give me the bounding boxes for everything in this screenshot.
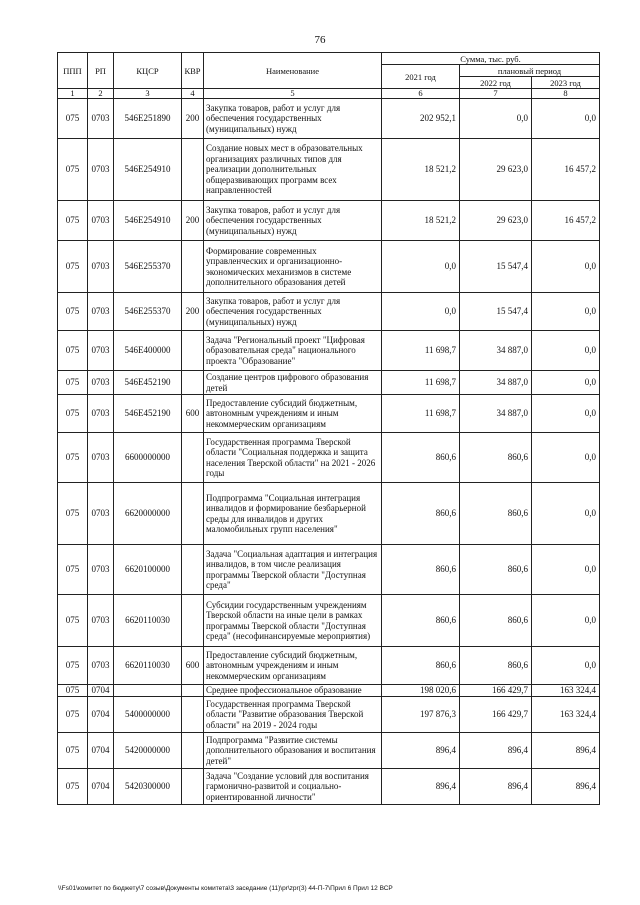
amount-2023-cell: 0,0	[532, 647, 600, 685]
amount-2023-cell: 0,0	[532, 545, 600, 595]
kcsr-cell: 6620000000	[114, 483, 182, 545]
ppp-cell: 075	[58, 371, 88, 395]
header-name: Наименование	[204, 53, 382, 89]
ppp-cell: 075	[58, 595, 88, 647]
name-cell: Подпрограмма "Развитие системы дополнительного образования и воспитания детей"	[204, 733, 382, 769]
column-index: 3	[114, 89, 182, 99]
ppp-cell: 075	[58, 545, 88, 595]
rp-cell: 0703	[88, 139, 114, 201]
table-row	[58, 201, 600, 241]
ppp-cell: 075	[58, 99, 88, 139]
table-row	[58, 595, 600, 647]
kvr-cell	[182, 545, 204, 595]
table-row	[58, 395, 600, 433]
header-kcsr: КЦСР	[114, 53, 182, 89]
kcsr-cell: 546E254910	[114, 139, 182, 201]
kcsr-cell: 5400000000	[114, 697, 182, 733]
header-2022: 2022 год	[460, 77, 532, 89]
amount-2022-cell: 0,0	[460, 99, 532, 139]
column-index: 4	[182, 89, 204, 99]
ppp-cell: 075	[58, 769, 88, 805]
rp-cell: 0703	[88, 241, 114, 293]
amount-2022-cell: 166 429,7	[460, 697, 532, 733]
amount-2022-cell: 860,6	[460, 545, 532, 595]
table-row	[58, 331, 600, 371]
kvr-cell	[182, 733, 204, 769]
header-ppp: ППП	[58, 53, 88, 89]
kcsr-cell: 6620100000	[114, 545, 182, 595]
kcsr-cell: 546E255370	[114, 241, 182, 293]
table-row	[58, 483, 600, 545]
rp-cell: 0704	[88, 733, 114, 769]
kcsr-cell: 6600000000	[114, 433, 182, 483]
amount-2021-cell: 896,4	[382, 733, 460, 769]
ppp-cell: 075	[58, 433, 88, 483]
name-cell: Задача "Региональный проект "Цифровая образовательная среда" национального проекта "Образование"	[204, 331, 382, 371]
page-number: 76	[314, 34, 326, 46]
kvr-cell: 200	[182, 293, 204, 331]
kcsr-cell: 546E254910	[114, 201, 182, 241]
name-cell: Задача "Социальная адаптация и интеграция инвалидов, в том числе реализация программы Тверской области "Доступная среда"	[204, 545, 382, 595]
kvr-cell: 600	[182, 647, 204, 685]
amount-2021-cell: 197 876,3	[382, 697, 460, 733]
amount-2021-cell: 0,0	[382, 241, 460, 293]
kvr-cell	[182, 433, 204, 483]
rp-cell: 0703	[88, 201, 114, 241]
amount-2023-cell: 0,0	[532, 595, 600, 647]
name-cell: Закупка товаров, работ и услуг для обеспечения государственных (муниципальных) нужд	[204, 201, 382, 241]
header-rp: РП	[88, 53, 114, 89]
name-cell: Создание новых мест в образовательных организациях различных типов для реализации дополнительных общеразвивающих программ всех направленностей	[204, 139, 382, 201]
budget-table	[57, 52, 600, 805]
file-path-footer: \\Fs01\комитет по бюджету\7 созыв\Документы комитета\3 заседание (11)\pr\zpr(3) 44-П-7\Прил 6 Прил 12 ВСР	[58, 885, 393, 892]
amount-2021-cell: 860,6	[382, 647, 460, 685]
kcsr-cell: 6620110030	[114, 595, 182, 647]
amount-2023-cell: 16 457,2	[532, 201, 600, 241]
amount-2022-cell: 896,4	[460, 733, 532, 769]
kvr-cell: 200	[182, 99, 204, 139]
amount-2021-cell: 0,0	[382, 293, 460, 331]
kvr-cell	[182, 769, 204, 805]
rp-cell: 0703	[88, 545, 114, 595]
kvr-cell	[182, 139, 204, 201]
ppp-cell: 075	[58, 241, 88, 293]
amount-2023-cell: 0,0	[532, 241, 600, 293]
table-row	[58, 697, 600, 733]
kcsr-cell: 6620110030	[114, 647, 182, 685]
name-cell: Закупка товаров, работ и услуг для обеспечения государственных (муниципальных) нужд	[204, 99, 382, 139]
amount-2023-cell: 896,4	[532, 733, 600, 769]
table-row	[58, 685, 600, 697]
amount-2022-cell: 34 887,0	[460, 331, 532, 371]
header-kvr: КВР	[182, 53, 204, 89]
column-index: 7	[460, 89, 532, 99]
kvr-cell	[182, 595, 204, 647]
column-index: 1	[58, 89, 88, 99]
amount-2021-cell: 860,6	[382, 483, 460, 545]
ppp-cell: 075	[58, 331, 88, 371]
kcsr-cell: 546E452190	[114, 395, 182, 433]
name-cell: Среднее профессиональное образование	[204, 685, 382, 697]
amount-2022-cell: 29 623,0	[460, 139, 532, 201]
rp-cell: 0703	[88, 331, 114, 371]
column-index: 2	[88, 89, 114, 99]
name-cell: Создание центров цифрового образования детей	[204, 371, 382, 395]
kvr-cell	[182, 685, 204, 697]
rp-cell: 0703	[88, 371, 114, 395]
name-cell: Задача "Создание условий для воспитания гармонично-развитой и социально-ориентированной личности"	[204, 769, 382, 805]
amount-2021-cell: 198 020,6	[382, 685, 460, 697]
header-2021: 2021 год	[382, 65, 460, 89]
amount-2023-cell: 0,0	[532, 293, 600, 331]
amount-2022-cell: 896,4	[460, 769, 532, 805]
name-cell: Предоставление субсидий бюджетным, автономным учреждениям и иным некоммерческим организациям	[204, 395, 382, 433]
table-row	[58, 241, 600, 293]
amount-2021-cell: 860,6	[382, 595, 460, 647]
name-cell: Предоставление субсидий бюджетным, автономным учреждениям и иным некоммерческим организациям	[204, 647, 382, 685]
amount-2023-cell: 0,0	[532, 331, 600, 371]
amount-2023-cell: 163 324,4	[532, 697, 600, 733]
amount-2022-cell: 34 887,0	[460, 371, 532, 395]
ppp-cell: 075	[58, 685, 88, 697]
amount-2023-cell: 0,0	[532, 483, 600, 545]
amount-2021-cell: 18 521,2	[382, 139, 460, 201]
kvr-cell	[182, 331, 204, 371]
amount-2023-cell: 896,4	[532, 769, 600, 805]
table-row	[58, 293, 600, 331]
rp-cell: 0703	[88, 293, 114, 331]
amount-2021-cell: 11 698,7	[382, 395, 460, 433]
amount-2021-cell: 18 521,2	[382, 201, 460, 241]
table-row	[58, 545, 600, 595]
rp-cell: 0704	[88, 697, 114, 733]
ppp-cell: 075	[58, 733, 88, 769]
rp-cell: 0704	[88, 769, 114, 805]
table-row	[58, 99, 600, 139]
ppp-cell: 075	[58, 395, 88, 433]
kcsr-cell: 546E255370	[114, 293, 182, 331]
kcsr-cell: 546E452190	[114, 371, 182, 395]
amount-2022-cell: 15 547,4	[460, 293, 532, 331]
name-cell: Формирование современных управленческих и организационно-экономических механизмов в системе дополнительного образования детей	[204, 241, 382, 293]
amount-2022-cell: 860,6	[460, 595, 532, 647]
amount-2023-cell: 0,0	[532, 371, 600, 395]
table-row	[58, 371, 600, 395]
column-index: 6	[382, 89, 460, 99]
amount-2023-cell: 16 457,2	[532, 139, 600, 201]
amount-2022-cell: 860,6	[460, 483, 532, 545]
ppp-cell: 075	[58, 647, 88, 685]
kvr-cell: 200	[182, 201, 204, 241]
rp-cell: 0704	[88, 685, 114, 697]
name-cell: Закупка товаров, работ и услуг для обеспечения государственных (муниципальных) нужд	[204, 293, 382, 331]
kvr-cell	[182, 697, 204, 733]
rp-cell: 0703	[88, 483, 114, 545]
amount-2021-cell: 860,6	[382, 433, 460, 483]
amount-2021-cell: 896,4	[382, 769, 460, 805]
header-plan-period: плановый период	[460, 65, 600, 77]
rp-cell: 0703	[88, 99, 114, 139]
kcsr-cell: 5420300000	[114, 769, 182, 805]
amount-2022-cell: 29 623,0	[460, 201, 532, 241]
kvr-cell: 600	[182, 395, 204, 433]
name-cell: Государственная программа Тверской области "Социальная поддержка и защита населения Тверской области" на 2021 - 2026 годы	[204, 433, 382, 483]
kcsr-cell	[114, 685, 182, 697]
ppp-cell: 075	[58, 293, 88, 331]
kvr-cell	[182, 241, 204, 293]
amount-2023-cell: 0,0	[532, 99, 600, 139]
kcsr-cell: 5420000000	[114, 733, 182, 769]
header-2023: 2023 год	[532, 77, 600, 89]
ppp-cell: 075	[58, 697, 88, 733]
amount-2022-cell: 34 887,0	[460, 395, 532, 433]
amount-2022-cell: 166 429,7	[460, 685, 532, 697]
column-index-row	[58, 89, 600, 99]
name-cell: Субсидии государственным учреждениям Тверской области на иные цели в рамках программы Тверской области "Доступная среда" (несофинансируемые мероприятия)	[204, 595, 382, 647]
ppp-cell: 075	[58, 483, 88, 545]
amount-2021-cell: 202 952,1	[382, 99, 460, 139]
rp-cell: 0703	[88, 395, 114, 433]
amount-2023-cell: 0,0	[532, 395, 600, 433]
name-cell: Подпрограмма "Социальная интеграция инвалидов и формирование безбарьерной среды для инвалидов и других маломобильных групп населения"	[204, 483, 382, 545]
amount-2021-cell: 11 698,7	[382, 371, 460, 395]
amount-2023-cell: 163 324,4	[532, 685, 600, 697]
kcsr-cell: 546E251890	[114, 99, 182, 139]
ppp-cell: 075	[58, 139, 88, 201]
name-cell: Государственная программа Тверской области "Развитие образования Тверской области" на 2019 - 2024 годы	[204, 697, 382, 733]
rp-cell: 0703	[88, 433, 114, 483]
table-row	[58, 647, 600, 685]
header-sum: Сумма, тыс. руб.	[382, 53, 600, 65]
amount-2023-cell: 0,0	[532, 433, 600, 483]
amount-2021-cell: 860,6	[382, 545, 460, 595]
kvr-cell	[182, 483, 204, 545]
amount-2022-cell: 860,6	[460, 647, 532, 685]
table-row	[58, 433, 600, 483]
amount-2022-cell: 860,6	[460, 433, 532, 483]
table-row	[58, 139, 600, 201]
amount-2021-cell: 11 698,7	[382, 331, 460, 371]
ppp-cell: 075	[58, 201, 88, 241]
rp-cell: 0703	[88, 595, 114, 647]
amount-2022-cell: 15 547,4	[460, 241, 532, 293]
table-row	[58, 769, 600, 805]
column-index: 5	[204, 89, 382, 99]
rp-cell: 0703	[88, 647, 114, 685]
table-row	[58, 733, 600, 769]
column-index: 8	[532, 89, 600, 99]
kcsr-cell: 546E400000	[114, 331, 182, 371]
kvr-cell	[182, 371, 204, 395]
